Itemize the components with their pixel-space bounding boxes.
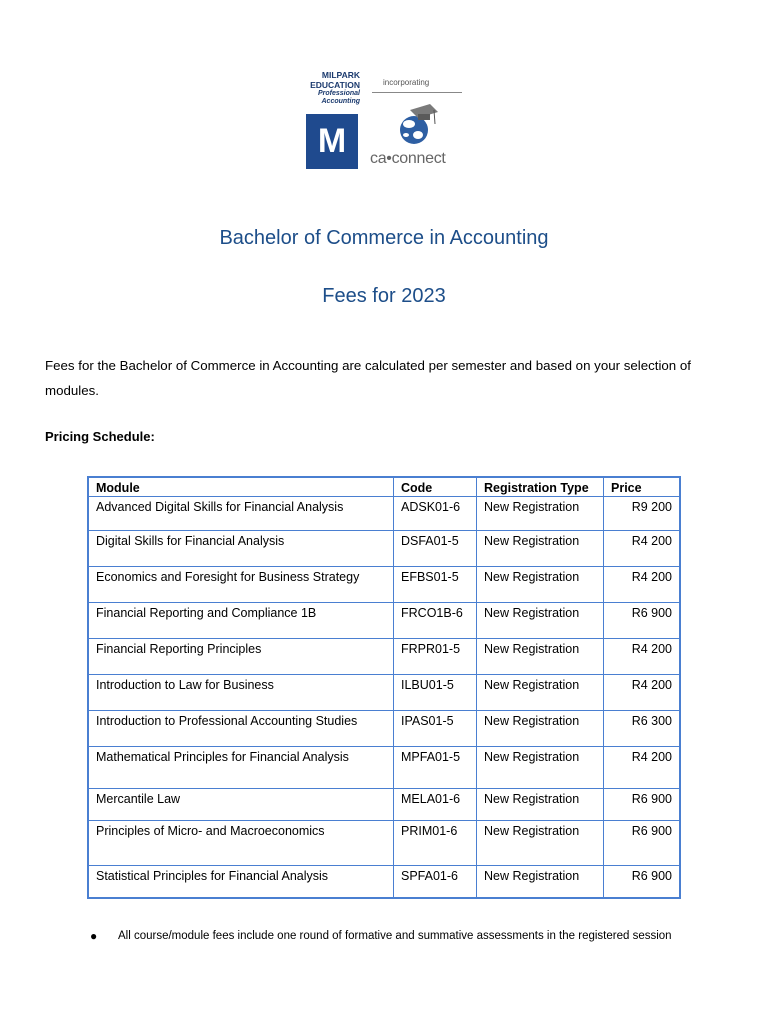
- table-row: [88, 639, 680, 675]
- header-code: Code: [394, 477, 477, 497]
- cell-code: MELA01-6: [394, 789, 477, 821]
- cell-code: FRCO1B-6: [394, 603, 477, 639]
- table-header-row: [88, 477, 680, 497]
- cell-price: R4 200: [604, 747, 681, 789]
- cell-price: R9 200: [604, 497, 681, 531]
- pricing-table: [87, 476, 681, 899]
- cell-code: ADSK01-6: [394, 497, 477, 531]
- cell-module: Economics and Foresight for Business Strategy: [88, 567, 394, 603]
- table-row: [88, 821, 680, 866]
- table-row: [88, 747, 680, 789]
- cell-price: R6 900: [604, 603, 681, 639]
- table-row: [88, 603, 680, 639]
- page-title: Bachelor of Commerce in Accounting: [219, 227, 549, 249]
- cell-module: Introduction to Law for Business: [88, 675, 394, 711]
- table-row: [88, 675, 680, 711]
- milpark-line-2: EDUCATION: [310, 80, 360, 90]
- cell-price: R6 900: [604, 821, 681, 866]
- intro-paragraph: Fees for the Bachelor of Commerce in Accounting are calculated per semester and based on your selection of modules.: [45, 358, 691, 398]
- bullet-icon: ●: [90, 929, 98, 943]
- globe-graduation-cap-icon: [396, 102, 440, 148]
- page-subtitle: Fees for 2023: [322, 285, 446, 307]
- header-registration-type: Registration Type: [477, 477, 604, 497]
- cell-code: FRPR01-5: [394, 639, 477, 675]
- table-row: [88, 497, 680, 531]
- cell-code: MPFA01-5: [394, 747, 477, 789]
- cell-module: Financial Reporting and Compliance 1B: [88, 603, 394, 639]
- cell-price: R6 900: [604, 866, 681, 898]
- cell-price: R4 200: [604, 675, 681, 711]
- cell-registration-type: New Registration: [477, 531, 604, 567]
- cell-registration-type: New Registration: [477, 603, 604, 639]
- table-row: [88, 567, 680, 603]
- cell-code: PRIM01-6: [394, 821, 477, 866]
- table-row: [88, 531, 680, 567]
- cell-code: EFBS01-5: [394, 567, 477, 603]
- table-row: [88, 711, 680, 747]
- cell-code: SPFA01-6: [394, 866, 477, 898]
- cell-registration-type: New Registration: [477, 675, 604, 711]
- milpark-wordmark: [290, 70, 360, 106]
- header-price: Price: [604, 477, 681, 497]
- cell-registration-type: New Registration: [477, 567, 604, 603]
- cell-module: Principles of Micro- and Macroeconomics: [88, 821, 394, 866]
- milpark-sub-1: Professional: [317, 90, 360, 97]
- cell-registration-type: New Registration: [477, 639, 604, 675]
- cell-price: R4 200: [604, 531, 681, 567]
- cell-registration-type: New Registration: [477, 821, 604, 866]
- milpark-line-1: MILPARK: [321, 70, 360, 80]
- cell-registration-type: New Registration: [477, 789, 604, 821]
- table-row: [88, 866, 680, 898]
- header-module: Module: [88, 477, 394, 497]
- cell-registration-type: New Registration: [477, 866, 604, 898]
- cell-code: ILBU01-5: [394, 675, 477, 711]
- caconnect-wordmark: ca•connect: [370, 150, 446, 167]
- cell-module: Introduction to Professional Accounting Studies: [88, 711, 394, 747]
- cell-registration-type: New Registration: [477, 711, 604, 747]
- cell-module: Statistical Principles for Financial Analysis: [88, 866, 394, 898]
- cell-price: R4 200: [604, 639, 681, 675]
- cell-module: Financial Reporting Principles: [88, 639, 394, 675]
- cell-module: Digital Skills for Financial Analysis: [88, 531, 394, 567]
- fee-note: All course/module fees include one round of formative and summative assessments in the registered session: [118, 930, 672, 942]
- cell-price: R6 300: [604, 711, 681, 747]
- cell-module: Advanced Digital Skills for Financial Analysis: [88, 497, 394, 531]
- table-row: [88, 789, 680, 821]
- milpark-logo: [300, 66, 480, 176]
- logo-divider: [372, 92, 462, 93]
- m-logo-icon: M: [306, 114, 358, 169]
- cell-registration-type: New Registration: [477, 497, 604, 531]
- milpark-sub-2: Accounting: [321, 98, 360, 105]
- cell-module: Mercantile Law: [88, 789, 394, 821]
- cell-code: IPAS01-5: [394, 711, 477, 747]
- cell-registration-type: New Registration: [477, 747, 604, 789]
- pricing-schedule-label: Pricing Schedule:: [45, 429, 155, 444]
- cell-price: R4 200: [604, 567, 681, 603]
- incorporating-label: incorporating: [383, 78, 430, 87]
- cell-code: DSFA01-5: [394, 531, 477, 567]
- cell-module: Mathematical Principles for Financial Analysis: [88, 747, 394, 789]
- cell-price: R6 900: [604, 789, 681, 821]
